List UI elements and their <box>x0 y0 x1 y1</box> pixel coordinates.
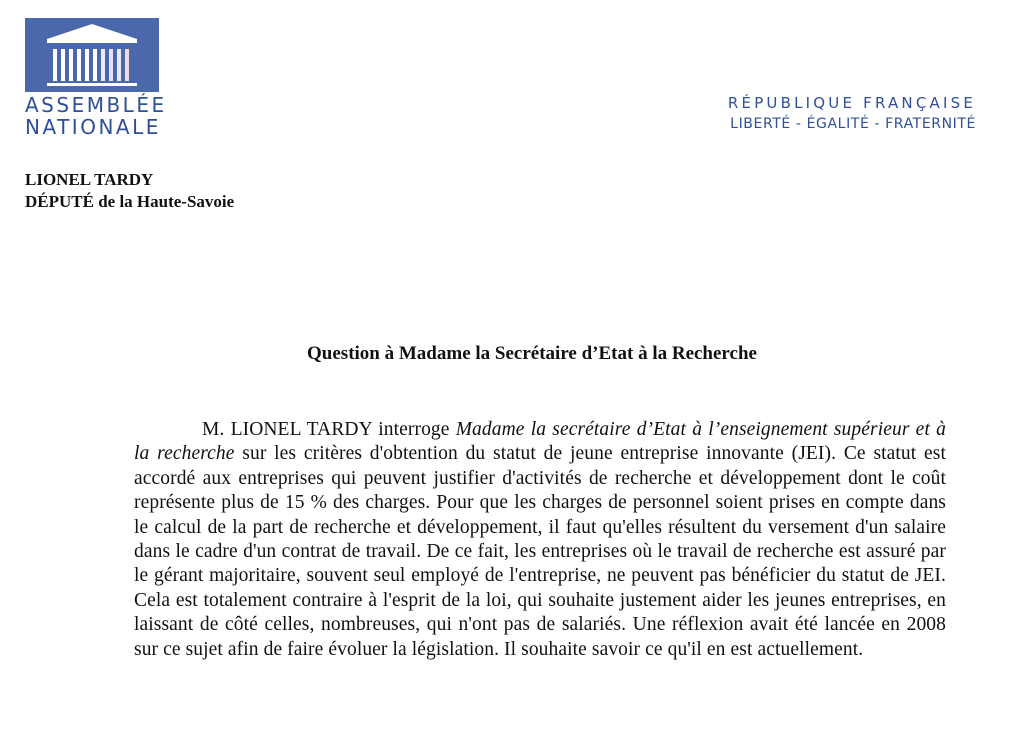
republic-name: RÉPUBLIQUE FRANÇAISE <box>727 94 976 112</box>
republic-header <box>728 93 976 133</box>
document-title: Question à Madame la Secrétaire d’Etat à la Recherche <box>307 343 757 364</box>
author-title: DÉPUTÉ de la Haute-Savoie <box>25 192 235 211</box>
body-text: sur les critères d'obtention du statut de jeune entreprise innovante (JEI). Ce statut est accordé aux entreprises qui peuvent justifier d'activités de recherche et développement dont le coût représente plus de 15 % des charges. Pour que les charges de personnel soient prises en compte dans le calcul de la part de recherche et développement, il faut qu'elles résultent du versement d'un salaire dans le cadre d'un contrat de travail. De ce fait, les entreprises où le travail de recherche est assuré par le gérant majoritaire, souvent seul employé de l'entreprise, ne peuvent pas bénéficier du statut de JEI. Cela est totalement contraire à l'esprit de la loi, qui souhaite justement aider les jeunes entreprises, en laissant de côté celles, nombreuses, qui n'ont pas de salariés. Une réflexion avait été lancée en 2008 sur ce sujet afin de faire évoluer la législation. Il souhaite savoir ce qu'il en est actuellement. <box>134 443 946 660</box>
logo-line-1: ASSEMBLÉE <box>25 93 167 117</box>
body-lead: M. LIONEL TARDY interroge <box>202 419 456 440</box>
body-addressee: Madame la secrétaire d’Etat à l’enseignement supérieur et à la recherche <box>134 419 946 465</box>
parliament-building-icon <box>25 18 159 92</box>
logo-line-2: NATIONALE <box>25 115 161 139</box>
author-block <box>25 169 234 213</box>
logo-wordmark <box>25 94 175 138</box>
republic-motto: LIBERTÉ - ÉGALITÉ - FRATERNITÉ <box>730 116 976 132</box>
author-name: LIONEL TARDY <box>25 170 154 189</box>
question-body <box>134 418 946 662</box>
